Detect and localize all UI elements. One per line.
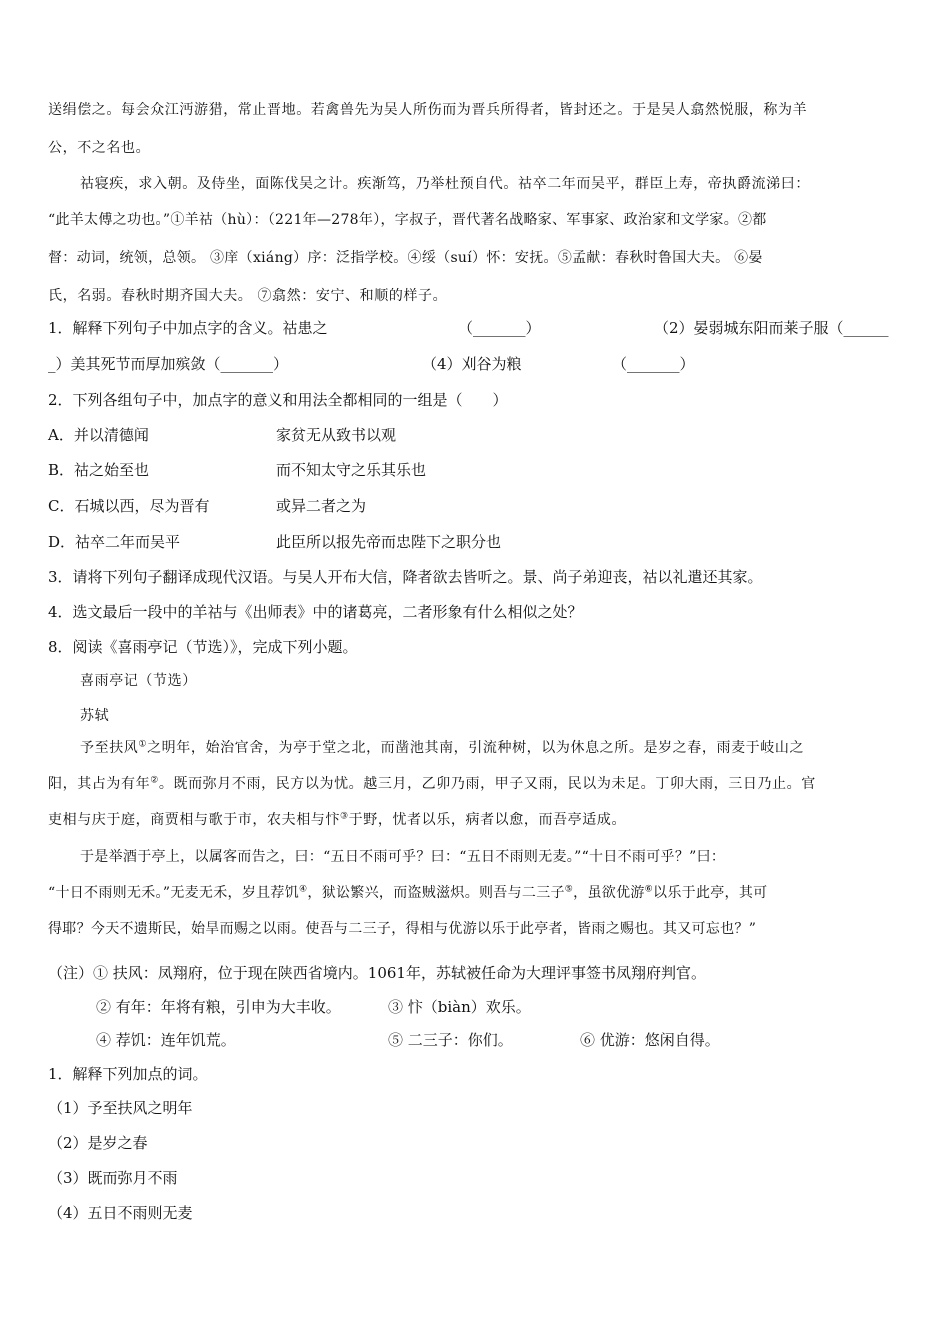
q1-line-2: _）美其死节而厚加殡敛（_______）: [48, 355, 289, 373]
text-line: 祜寝疾，求入朝。及侍坐，面陈伐吴之计。疾渐笃，乃举杜预自代。祜卒二年而吴平，群臣上寿，帝执爵流涕曰：: [80, 176, 810, 192]
q2-option-b[interactable]: B．祜之始至也: [48, 461, 150, 479]
q2-stem: 2．下列各组句子中，加点字的意义和用法全都相同的一组是（ ）: [48, 391, 508, 409]
note-item: ⑥ 优游：悠闲自得。: [580, 1031, 720, 1049]
note-item: ④ 荐饥：连年饥荒。: [96, 1031, 236, 1049]
passage-line: 予至扶风①之明年，始治官舍，为亭于堂之北，而凿池其南，引流种树，以为休息之所。是岁之春，雨麦于岐山之: [80, 739, 805, 756]
text-line: 送绢偿之。每会众江沔游猎，常止晋地。若禽兽先为吴人所伤而为晋兵所得者，皆封还之。于是吴人翕然悦服，称为羊: [48, 102, 808, 118]
passage-author: 苏轼: [80, 708, 110, 724]
passage-line: 吏相与庆于庭，商贾相与歌于市，农夫相与忭③于野，忧者以乐，病者以愈，而吾亭适成。: [48, 811, 627, 828]
q2-option-a-pair: 家贫无从致书以观: [276, 426, 397, 444]
passage-line: 得耶？今天不遗斯民，始旱而赐之以雨。使吾与二三子，得相与优游以乐于此亭者，皆雨之赐也。其又可忘也？”: [48, 921, 757, 937]
q2-option-b-pair: 而不知太守之乐其乐也: [276, 461, 427, 479]
text-line: 公，不之名也。: [48, 140, 151, 156]
passage-line: 于是举酒于亭上，以属客而告之，曰：“五日不雨可乎？曰：“五日不雨则无麦。”“十日不雨可乎？”曰：: [80, 849, 726, 865]
q1-blank-1[interactable]: （_______）: [458, 319, 541, 337]
text-line: 氏，名弱。春秋时期齐国大夫。 ⑦翕然：安宁、和顺的样子。: [48, 288, 448, 304]
sub1-item: （2）是岁之春: [48, 1134, 148, 1152]
q2-option-d[interactable]: D．祜卒二年而吴平: [48, 533, 181, 551]
text-line: “此羊太傅之功也。”①羊祜（hù）：（221年—278年），字叔子，晋代著名战略家、军事家、政治家和文学家。②都: [48, 212, 767, 228]
sub1-item: （3）既而弥月不雨: [48, 1169, 178, 1187]
passage-line: “十日不雨则无禾。”无麦无禾，岁且荐饥④，狱讼繁兴，而盗贼滋炽。则吾与二三子⑤，虽欲优游⑥以乐于此亭，其可: [48, 884, 768, 901]
q8-text: 8．阅读《喜雨亭记（节选）》，完成下列小题。: [48, 638, 358, 656]
sub1-stem: 1．解释下列加点的词。: [48, 1065, 208, 1083]
passage-line: 阳，其占为有年②。既而弥月不雨，民方以为忧。越三月，乙卯乃雨，甲子又雨，民以为未足。丁卯大雨，三日乃止。官: [48, 775, 816, 792]
q2-option-c-pair: 或异二者之为: [276, 497, 367, 515]
q1-blank-4[interactable]: （_______）: [612, 355, 695, 373]
note-line: （注）① 扶风：凤翔府，位于现在陕西省境内。1061年，苏轼被任命为大理评事签书凤翔府判官。: [48, 964, 706, 982]
q2-option-a[interactable]: A．并以清德闻: [48, 426, 149, 444]
q2-option-c[interactable]: C．石城以西，尽为晋有: [48, 497, 210, 515]
sub1-item: （1）予至扶风之明年: [48, 1099, 193, 1117]
note-item: ② 有年：年将有粮，引申为大丰收。: [96, 998, 341, 1016]
note-item: ③ 忭（biàn）欢乐。: [388, 998, 531, 1016]
text-line: 督：动词，统领，总领。 ③庠（xiáng）序：泛指学校。④绥（suí）怀：安抚。⑤孟献：春秋时鲁国大夫。 ⑥晏: [48, 250, 763, 266]
sub1-item: （4）五日不雨则无麦: [48, 1204, 193, 1222]
passage-title: 喜雨亭记（节选）: [80, 673, 197, 689]
note-item: ⑤ 二三子：你们。: [388, 1031, 513, 1049]
q1-prefix: 1．解释下列句子中加点字的含义。祜患之: [48, 319, 328, 337]
q3-text: 3．请将下列句子翻译成现代汉语。与吴人开布大信，降者欲去皆听之。景、尚子弟迎丧，祜以礼遣还其家。: [48, 568, 763, 586]
q2-option-d-pair: 此臣所以报先帝而忠陛下之职分也: [276, 533, 502, 551]
q4-text: 4．选文最后一段中的羊祜与《出师表》中的诸葛亮，二者形象有什么相似之处？: [48, 603, 583, 621]
q1-item-4: （4）刈谷为粮: [422, 355, 522, 373]
q1-item-2: （2）晏弱城东阳而莱子服（______: [654, 319, 889, 337]
